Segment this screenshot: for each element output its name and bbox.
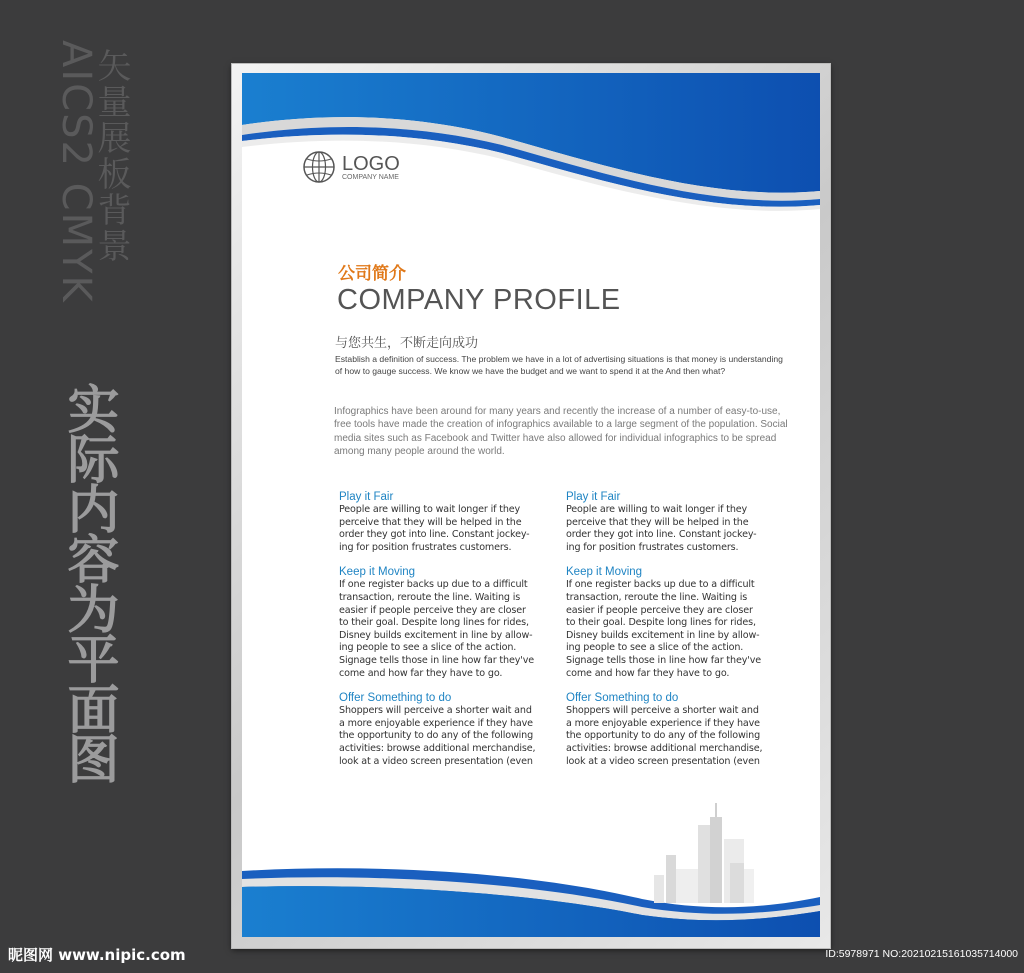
intro-paragraph-1: Establish a definition of success. The problem we have in a lot of advertising situations is that money is understanding of how to gauge success. We know we have the budget and we want to spend it at the And then what? (335, 354, 783, 377)
title-en: COMPANY PROFILE (337, 284, 621, 316)
section-body: Shoppers will perceive a shorter wait and a more enjoyable experience if they have the opportunity to do any of the following activities: browse additional merchandise, look at a video screen presentation (even (566, 705, 763, 767)
top-wave (242, 73, 820, 213)
section-heading: Keep it Moving (339, 566, 416, 579)
section-body: If one register backs up due to a difficult transaction, reroute the line. Waiting is easier if people perceive they are closer to their goal. Despite long lines for rides, Disney builds excitement in line by allow- ing people to see a slice of the action. Signage tells those in line how far they've come and how far they have to go. (566, 579, 761, 679)
watermark-id: ID:5978971 NO:20210215161035714000 (825, 948, 1018, 960)
logo-company-name: COMPANY NAME (342, 173, 399, 181)
section-body: If one register backs up due to a difficult transaction, reroute the line. Waiting is easier if people perceive they are closer to their goal. Despite long lines for rides, Disney builds excitement in line by allow- ing people to see a slice of the action. Signage tells those in line how far they've come and how far they have to go. (339, 579, 534, 679)
section-body: People are willing to wait longer if they perceive that they will be helped in the order they got into line. Constant jockey- ing for position frustrates customers. (566, 504, 757, 553)
side-text-en: AICS2 CMYK (53, 40, 99, 304)
side-text-cn: 矢量展板背景 (91, 48, 131, 264)
right-column (566, 491, 776, 780)
intro-paragraph-2: Infographics have been around for many years and recently the increase of a number of easy-to-use, free tools have made the creation of infographics available to a large segment of the population. Social media sites such as Facebook and Twitter have also allowed for individual infographics to be spread among many people around the world. (334, 406, 788, 458)
section-heading: Play it Fair (339, 491, 394, 503)
globe-icon (302, 150, 336, 184)
left-column (339, 491, 549, 780)
side-caption: 实际内容为平面图 (58, 382, 118, 782)
poster-board (242, 73, 820, 937)
title-cn: 公司简介 (338, 264, 406, 284)
company-logo (302, 150, 400, 184)
slogan: 与您共生，不断走向成功 (335, 336, 479, 351)
section-heading: Offer Something to do (566, 692, 679, 705)
watermark-site: 昵图网 www.nipic.com (8, 946, 186, 964)
section-body: People are willing to wait longer if they perceive that they will be helped in the order they got into line. Constant jockey- ing for position frustrates customers. (339, 504, 530, 553)
section-heading: Play it Fair (566, 491, 621, 503)
section-heading: Keep it Moving (566, 566, 643, 579)
section-heading: Offer Something to do (339, 692, 452, 705)
section-body: Shoppers will perceive a shorter wait and a more enjoyable experience if they have the opportunity to do any of the following activities: browse additional merchandise, look at a video screen presentation (even (339, 705, 536, 767)
city-skyline-illustration (654, 803, 772, 903)
logo-word: LOGO (342, 152, 400, 175)
